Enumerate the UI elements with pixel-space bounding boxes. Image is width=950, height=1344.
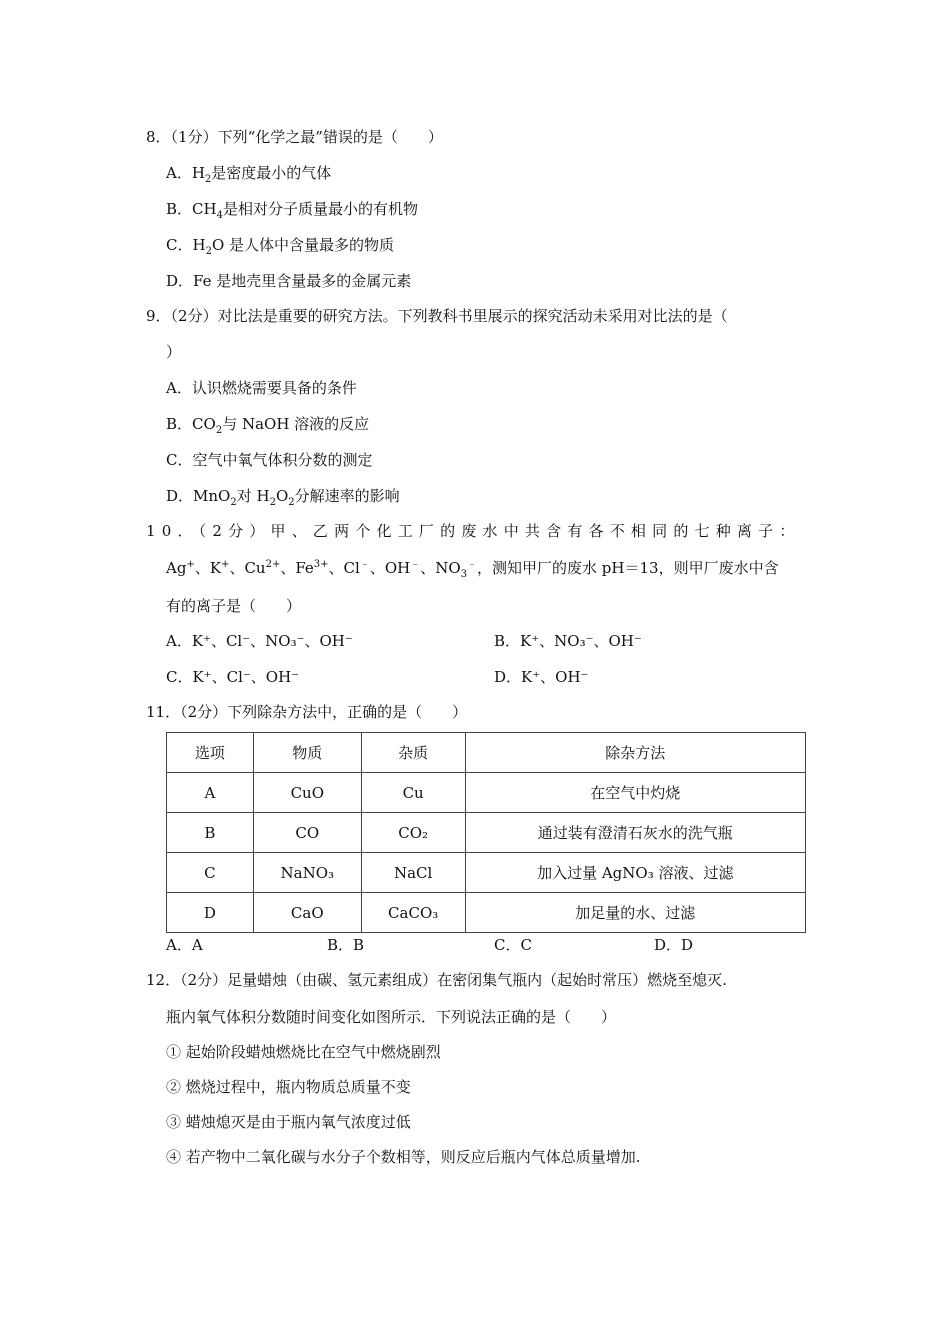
- q9-stem: 9．（2分）对比法是重要的研究方法。下列教科书里展示的探究活动未采用对比法的是（: [146, 307, 728, 325]
- q11-cell: B: [167, 813, 254, 853]
- q11-option-a[interactable]: A．A: [166, 936, 203, 954]
- q9-option-d[interactable]: D．MnO$_2$对 $H_2O_2$分解速率的影响: [166, 487, 400, 508]
- q12-statement-4: ④ 若产物中二氧化碳与水分子个数相等，则反应后瓶内气体总质量增加.: [166, 1148, 641, 1166]
- q10-option-a[interactable]: A．K⁺、Cl⁻、NO₃⁻、OH⁻: [166, 632, 353, 650]
- q12-statement-3: ③ 蜡烛熄灭是由于瓶内氧气浓度过低: [166, 1113, 411, 1131]
- q8-option-b[interactable]: B．$CH_4$是相对分子质量最小的有机物: [166, 200, 418, 221]
- q9-option-a[interactable]: A．认识燃烧需要具备的条件: [166, 379, 357, 397]
- q11-header-cell: 物质: [253, 733, 361, 773]
- table-row: [167, 853, 806, 893]
- q11-cell: Cu: [361, 773, 465, 813]
- q9-stem-end: ）: [166, 343, 182, 361]
- q11-cell: A: [167, 773, 254, 813]
- q12-stem-end: 瓶内氧气体积分数随时间变化如图所示．下列说法正确的是（ ）: [166, 1008, 617, 1026]
- q12-stem: 12．（2分）足量蜡烛（由碳、氢元素组成）在密闭集气瓶内（起始时常压）燃烧至熄灭.: [146, 971, 727, 989]
- q11-stem: 11．（2分）下列除杂方法中，正确的是（ ）: [146, 703, 468, 721]
- q10-option-d[interactable]: D．K⁺、OH⁻: [494, 668, 589, 686]
- q10-stem-end: 有的离子是（ ）: [166, 597, 302, 615]
- q11-cell: D: [167, 893, 254, 933]
- q11-cell: 加入过量 AgNO₃ 溶液、过滤: [465, 853, 805, 893]
- q11-table-header: [167, 733, 806, 773]
- q11-cell: CuO: [253, 773, 361, 813]
- q10-option-c[interactable]: C．K⁺、Cl⁻、OH⁻: [166, 668, 300, 686]
- q11-option-d[interactable]: D．D: [654, 936, 694, 954]
- q11-cell: NaNO₃: [253, 853, 361, 893]
- q11-header-cell: 杂质: [361, 733, 465, 773]
- q11-cell: C: [167, 853, 254, 893]
- q11-option-b[interactable]: B．B: [327, 936, 365, 954]
- q11-header-cell: 选项: [167, 733, 254, 773]
- q10-option-b[interactable]: B．K⁺、NO₃⁻、OH⁻: [494, 632, 642, 650]
- q11-cell: CaCO₃: [361, 893, 465, 933]
- q12-statement-2: ② 燃烧过程中，瓶内物质总质量不变: [166, 1078, 411, 1096]
- table-row: [167, 813, 806, 853]
- q11-cell: 通过装有澄清石灰水的洗气瓶: [465, 813, 805, 853]
- q11-cell: 在空气中灼烧: [465, 773, 805, 813]
- q11-cell: NaCl: [361, 853, 465, 893]
- q8-option-c[interactable]: C．$H_2O$ 是人体中含量最多的物质: [166, 236, 395, 257]
- q8-stem: 8．（1分）下列“化学之最”错误的是（ ）: [146, 128, 443, 146]
- table-row: [167, 773, 806, 813]
- q11-option-c[interactable]: C．C: [494, 936, 532, 954]
- q11-cell: 加足量的水、过滤: [465, 893, 805, 933]
- table-row: [167, 893, 806, 933]
- q8-option-d[interactable]: D．Fe 是地壳里含量最多的金属元素: [166, 272, 412, 290]
- q12-statement-1: ① 起始阶段蜡烛燃烧比在空气中燃烧剧烈: [166, 1043, 441, 1061]
- q9-option-b[interactable]: B．$CO_2$与 NaOH 溶液的反应: [166, 415, 370, 436]
- q11-header-cell: 除杂方法: [465, 733, 805, 773]
- q10-stem: 10．（2分）甲、乙两个化工厂的废水中共含有各不相同的七种离子：: [146, 522, 801, 540]
- q11-cell: CO: [253, 813, 361, 853]
- q9-option-c[interactable]: C．空气中氧气体积分数的测定: [166, 451, 373, 469]
- q11-cell: CaO: [253, 893, 361, 933]
- q11-cell: CO₂: [361, 813, 465, 853]
- q10-ions-line: Ag+、K+、$Cu^{2+}$、$Fe^{3+}$、Cl﹣、OH﹣、$NO_3^﹣$，测知甲厂的废水 pH＝13，则甲厂废水中含: [166, 559, 779, 580]
- q8-option-a[interactable]: A．$H_2$是密度最小的气体: [166, 164, 332, 185]
- q11-table: [166, 732, 806, 933]
